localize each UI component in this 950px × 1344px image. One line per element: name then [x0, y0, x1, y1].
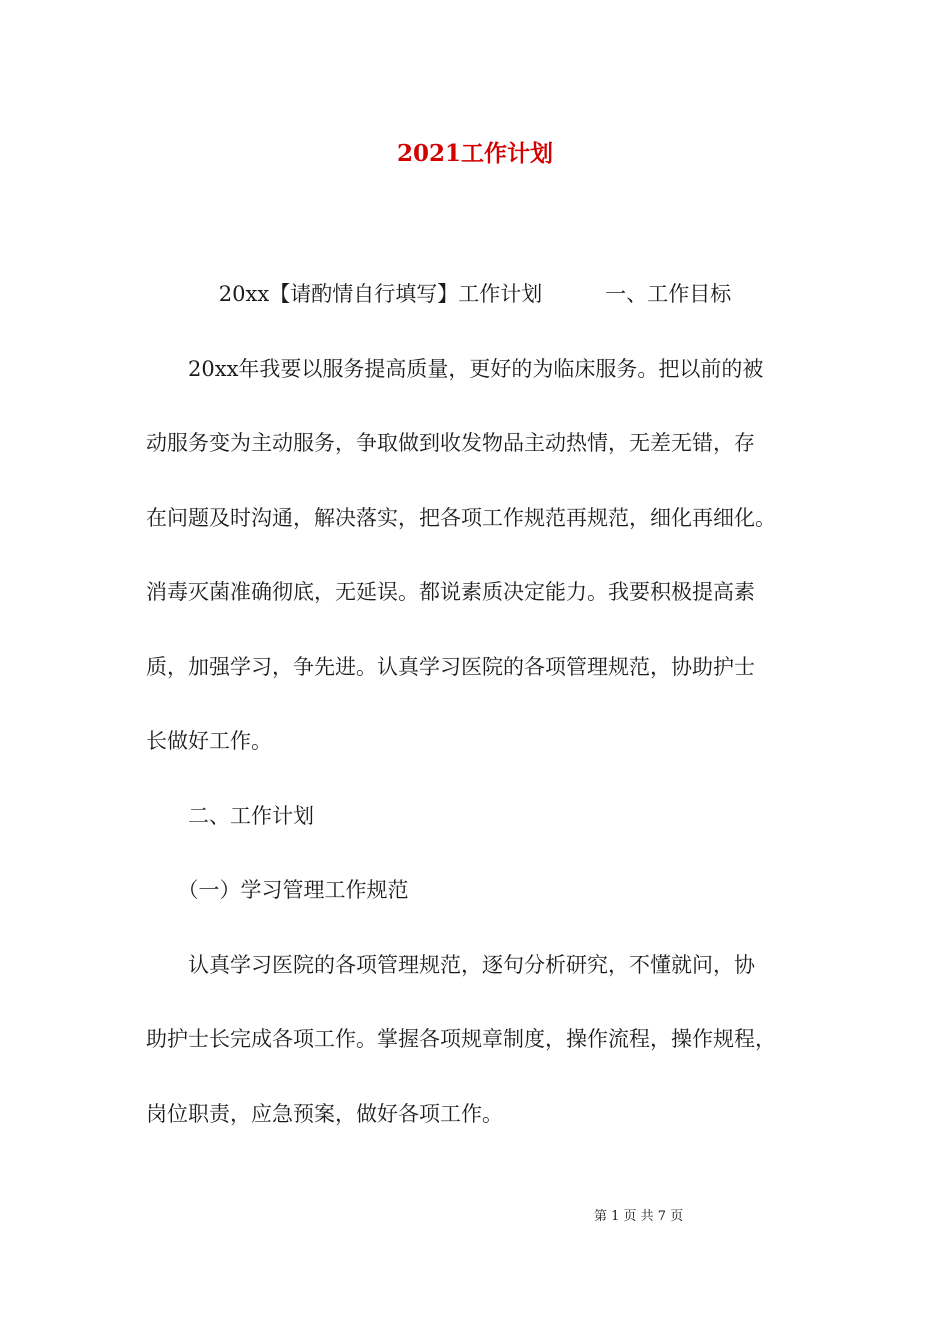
document-subtitle: 20xx【请酌情自行填写】工作计划 一、工作目标	[218, 282, 732, 306]
paragraph-line: 岗位职责，应急预案，做好各项工作。	[146, 1102, 503, 1126]
page-number: 第 1 页 共 7 页	[594, 1209, 684, 1224]
section-heading: 二、工作计划	[146, 804, 314, 828]
paragraph-line: 认真学习医院的各项管理规范，逐句分析研究，不懂就问，协	[146, 953, 755, 977]
paragraph-line: 20xx年我要以服务提高质量，更好的为临床服务。把以前的被	[146, 357, 764, 381]
paragraph-line: 消毒灭菌准确彻底，无延误。都说素质决定能力。我要积极提高素	[146, 580, 755, 604]
paragraph-line: 质，加强学习，争先进。认真学习医院的各项管理规范，协助护士	[146, 655, 755, 679]
subsection-heading: （一）学习管理工作规范	[146, 878, 409, 902]
paragraph-line: 动服务变为主动服务，争取做到收发物品主动热情，无差无错，存	[146, 431, 755, 455]
paragraph-line: 长做好工作。	[146, 729, 272, 753]
paragraph-line: 助护士长完成各项工作。掌握各项规章制度，操作流程，操作规程，	[146, 1027, 776, 1051]
document-title: 2021工作计划	[396, 140, 553, 167]
paragraph-line: 在问题及时沟通，解决落实，把各项工作规范再规范，细化再细化。	[146, 506, 776, 530]
